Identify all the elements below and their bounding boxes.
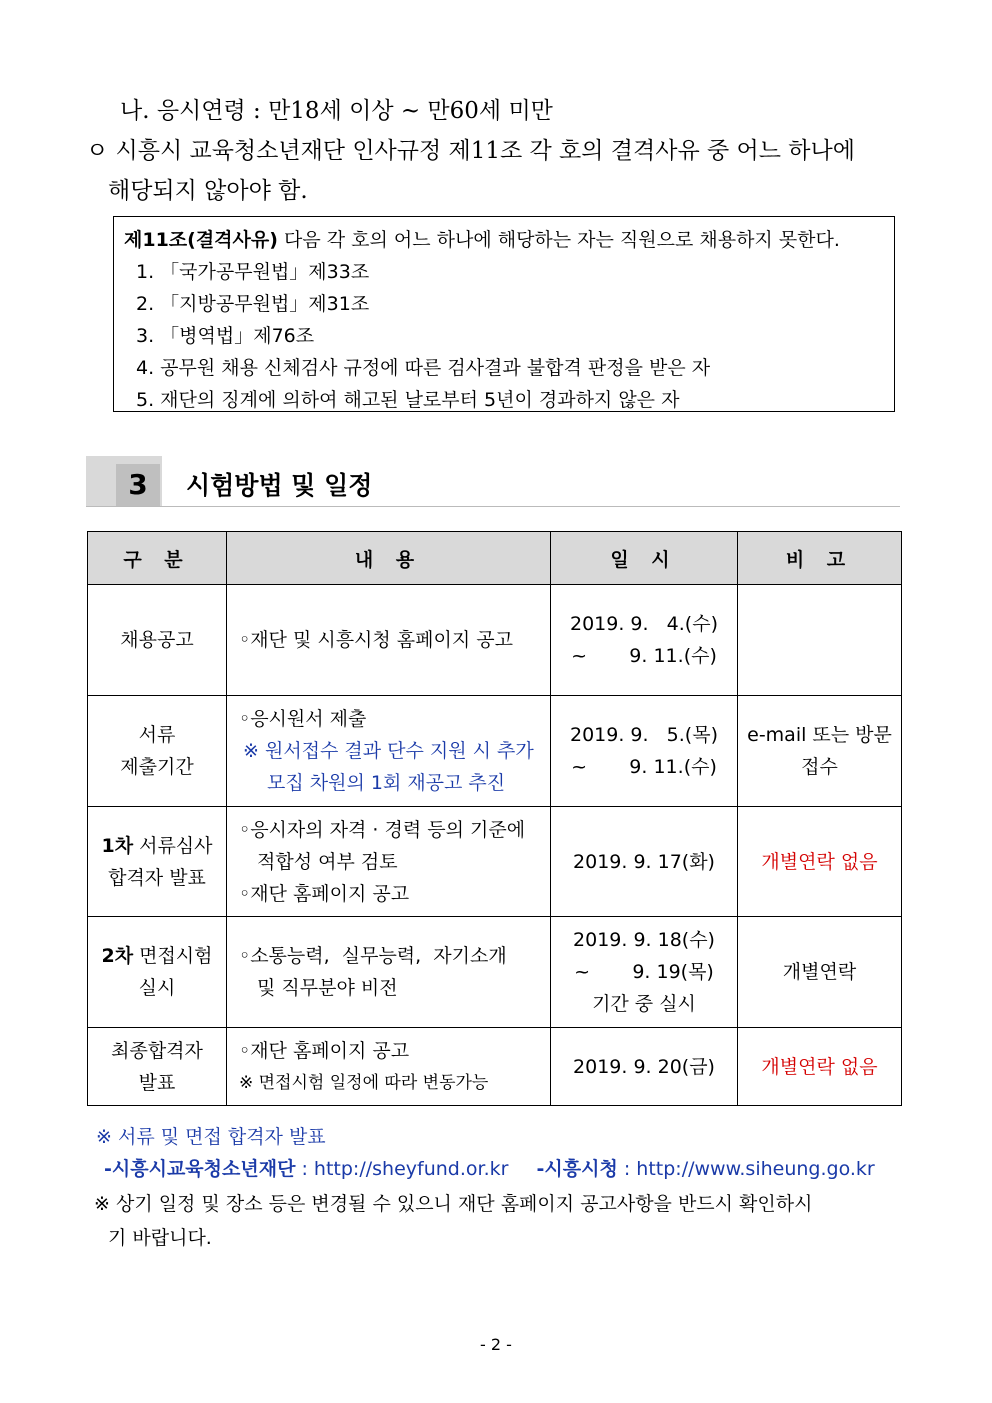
cat-text: 서류심사: [133, 834, 213, 857]
cat-text: 서류: [138, 724, 176, 746]
content-text: 및 직무분야 비전: [257, 977, 398, 999]
remark-text: e-mail 또는 방문: [747, 724, 892, 746]
rule-item: 1. 「국가공무원법」제33조: [136, 261, 370, 283]
header-remark: 비 고: [738, 532, 902, 585]
rule-heading: [124, 225, 840, 252]
rule-title: 제11조(결격사유): [124, 229, 278, 251]
page-number: - 2 -: [480, 1335, 512, 1354]
cat-bold: 2차: [101, 945, 134, 967]
change-notice-1: ※ 상기 일정 및 장소 등은 변경될 수 있으니 재단 홈페이지 공고사항을 반드시 확인하시: [94, 1193, 813, 1215]
cell-remark: [738, 917, 902, 1028]
table-row: [88, 807, 902, 917]
date-text: 2019. 9. 5.(목): [570, 724, 718, 746]
cat-text: 발표: [138, 1071, 176, 1094]
remark-text: 개별연락: [782, 961, 857, 983]
cell-content: [227, 585, 551, 696]
remark-text: 개별연락 없음: [761, 850, 878, 873]
cell-content: [227, 1028, 551, 1106]
link-foundation[interactable]: : http://sheyfund.or.kr: [295, 1158, 509, 1180]
table-row: [88, 585, 902, 696]
section-number: 3: [116, 464, 160, 506]
rule-description: 다음 각 호의 어느 하나에 해당하는 자는 직원으로 채용하지 못한다.: [277, 229, 840, 251]
cell-date: [551, 585, 738, 696]
header-content: 내 용: [227, 532, 551, 585]
section-header: [86, 456, 900, 507]
rule-item: 3. 「병역법」제76조: [136, 325, 315, 347]
cell-remark: [738, 585, 902, 696]
disqualification-line: [86, 132, 855, 165]
cell-content: [227, 696, 551, 807]
change-notice-2: 기 바랍니다.: [108, 1227, 212, 1249]
cat-text: 실시: [138, 977, 176, 999]
header-category: 구 분: [88, 532, 227, 585]
content-text: ◦재단 홈페이지 공고: [239, 882, 410, 905]
cell-date: [551, 807, 738, 917]
table-row: [88, 917, 902, 1028]
cell-category: [88, 1028, 227, 1106]
date-text: 2019. 9. 4.(수): [570, 613, 718, 635]
cell-category: [88, 585, 227, 696]
table-row: [88, 696, 902, 807]
rule-item: 2. 「지방공무원법」제31조: [136, 293, 370, 315]
content-text: ◦소통능력, 실무능력, 자기소개: [239, 945, 507, 967]
remark-text: 개별연락 없음: [761, 1055, 878, 1078]
content-text: ◦재단 홈페이지 공고: [239, 1039, 410, 1062]
cell-content: [227, 807, 551, 917]
date-text: ~ 9. 11.(수): [571, 645, 717, 667]
cell-date: [551, 917, 738, 1028]
announce-note: ※ 서류 및 면접 합격자 발표: [96, 1126, 326, 1148]
date-text: ~ 9. 11.(수): [571, 756, 717, 778]
content-text: 적합성 여부 검토: [257, 850, 398, 873]
section-number-box: [86, 456, 162, 506]
disqualification-text-2: 해당되지 않아야 함.: [108, 178, 308, 204]
cat-bold: 1차: [101, 834, 134, 857]
cell-date: [551, 1028, 738, 1106]
section-title: 시험방법 및 일정: [186, 471, 373, 500]
content-text: ※ 면접시험 일정에 따라 변동가능: [239, 1072, 489, 1093]
rule-box: [113, 216, 895, 412]
content-text: ◦응시원서 제출: [239, 708, 367, 730]
table-row: [88, 1028, 902, 1106]
cell-remark: [738, 807, 902, 917]
cell-content: [227, 917, 551, 1028]
org-city: -시흥시청: [536, 1158, 618, 1180]
cat-text: 면접시험: [133, 945, 213, 967]
cell-date: [551, 696, 738, 807]
announce-links: [104, 1154, 875, 1181]
date-text: 2019. 9. 18(수): [573, 929, 715, 951]
table-header-row: [88, 532, 902, 585]
content-text: ◦재단 및 시흥시청 홈페이지 공고: [239, 629, 513, 651]
cat-text: 채용공고: [120, 629, 194, 651]
disqualification-text-1: 시흥시 교육청소년재단 인사규정 제11조 각 호의 결격사유 중 어느 하나에: [115, 138, 855, 164]
cell-remark: [738, 1028, 902, 1106]
org-foundation: -시흥시교육청소년재단: [104, 1158, 296, 1180]
rule-item: 5. 재단의 징계에 의하여 해고된 날로부터 5년이 경과하지 않은 자: [136, 389, 680, 411]
header-date: 일 시: [551, 532, 738, 585]
cell-category: [88, 696, 227, 807]
cell-category: [88, 917, 227, 1028]
cat-text: 최종합격자: [111, 1039, 203, 1062]
bullet: ㅇ: [86, 138, 109, 164]
date-text: 2019. 9. 20(금): [573, 1055, 715, 1078]
rule-item: 4. 공무원 채용 신체검사 규정에 따른 검사결과 불합격 판정을 받은 자: [136, 357, 711, 379]
remark-text: 접수: [801, 756, 838, 778]
date-text: ~ 9. 19(목): [574, 961, 714, 983]
date-text: 2019. 9. 17(화): [573, 850, 715, 873]
link-city[interactable]: : http://www.siheung.go.kr: [617, 1158, 875, 1180]
date-text: 기간 중 실시: [592, 993, 696, 1015]
content-text: ◦응시자의 자격 · 경력 등의 기준에: [239, 818, 526, 841]
cat-text: 제출기간: [120, 756, 194, 778]
content-note: 모집 차원의 1회 재공고 추진: [267, 772, 506, 794]
cat-text: 합격자 발표: [108, 866, 206, 889]
schedule-table: [87, 531, 902, 1106]
content-note: ※ 원서접수 결과 단수 지원 시 추가: [243, 740, 534, 762]
cell-remark: [738, 696, 902, 807]
age-requirement: 나. 응시연령 : 만18세 이상 ~ 만60세 미만: [120, 98, 553, 124]
cell-category: [88, 807, 227, 917]
